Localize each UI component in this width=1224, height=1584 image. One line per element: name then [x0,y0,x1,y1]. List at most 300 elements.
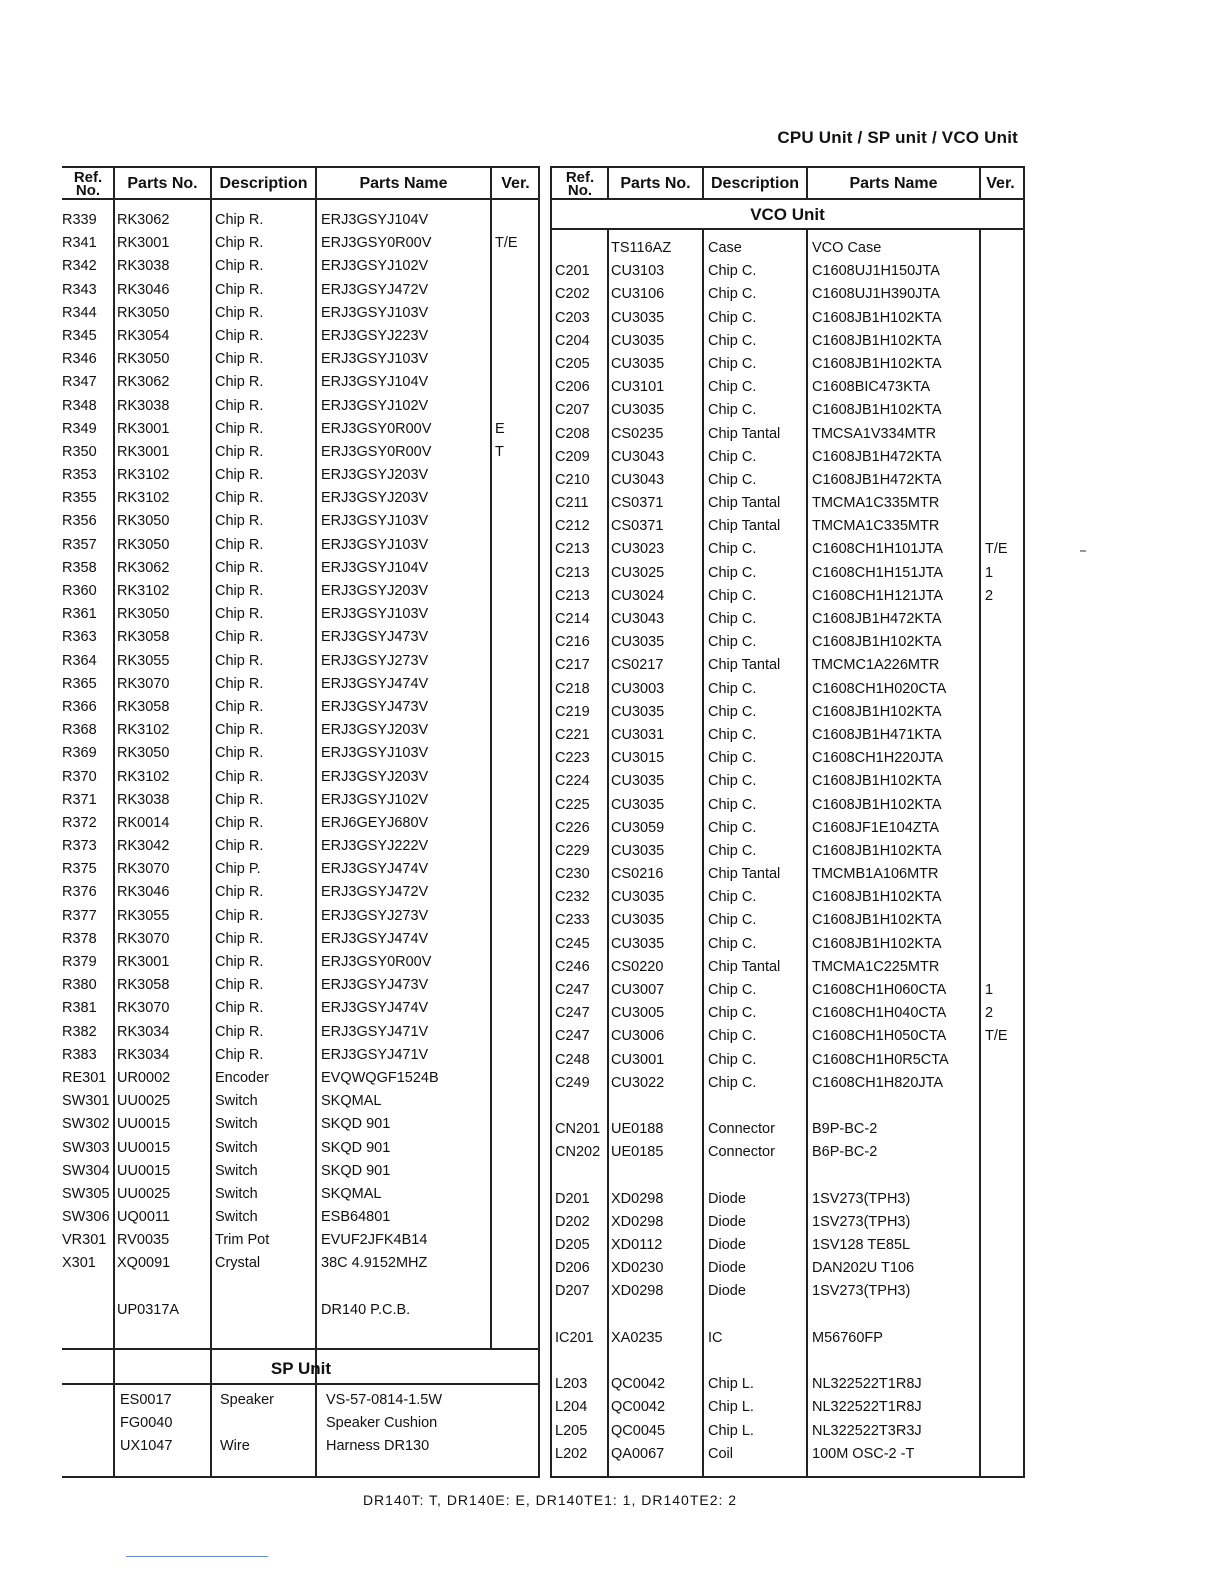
cell-desc: Crystal [215,1255,261,1272]
cell-part: RK3046 [117,884,170,901]
cell-name: ERJ3GSYJ104V [321,212,429,228]
version-legend: DR140T: T, DR140E: E, DR140TE1: 1, DR140TE2: 2 [362,1492,738,1508]
table-row [552,700,1023,723]
cell-part: RK3102 [117,722,170,739]
table-row [552,514,1023,537]
cell-desc: Switch [215,1185,258,1202]
cell-desc: Switch [215,1116,258,1133]
cell-ref: C211 [555,495,589,512]
cell-part: UU0015 [117,1116,171,1133]
col-parts-name: Parts Name [849,175,938,192]
cell-part: CS0217 [611,657,664,674]
cell-desc: Coil [708,1445,733,1462]
cell-name: DR140 P.C.B. [321,1301,411,1318]
cell-part: ES0017 [120,1392,172,1408]
table-row [62,1089,540,1112]
cell-desc: Chip R. [215,536,264,553]
cell-part: CU3059 [611,819,665,836]
cell-ref: RE301 [62,1069,107,1086]
cell-part: CU3007 [611,982,665,998]
cell-ref: R364 [62,652,97,669]
table-row [62,278,540,301]
cell-part: CU3003 [611,680,665,697]
cell-name: 38C 4.9152MHZ [321,1255,428,1272]
cell-part: QC0042 [611,1399,666,1416]
table-row [62,1020,540,1043]
table-row [552,1395,1023,1418]
cell-desc: Chip R. [215,954,264,970]
cell-desc: Chip R. [215,814,264,831]
table-row [552,607,1023,630]
table-row [62,440,540,463]
cell-part: CS0235 [611,425,664,442]
cell-desc: Chip C. [708,471,757,488]
cell-name: C1608JB1H102KTA [812,309,942,326]
cell-name: ERJ3GSYJ474V [321,675,429,692]
vco-rows [552,236,1023,1465]
cell-ver: 2 [985,1005,994,1022]
cell-name: C1608BIC473KTA [812,379,931,396]
cell-name: M56760FP [812,1329,883,1346]
cell-name: C1608CH1H820JTA [812,1074,944,1091]
cell-ref: D205 [555,1237,590,1254]
cell-desc: Chip C. [708,773,757,790]
cell-ref: R371 [62,791,97,808]
cell-part: UU0015 [117,1162,171,1179]
cell-name: ERJ3GSYJ203V [321,467,429,484]
table-row [62,1434,540,1457]
cell-ref: R341 [62,235,97,252]
cell-part: RK3034 [117,1023,170,1040]
cell-desc: Speaker [220,1392,275,1408]
cell-part: RK3102 [117,467,170,484]
table-row [62,1112,540,1135]
cell-name: ERJ3GSYJ473V [321,698,429,715]
cell-ref: C213 [555,541,590,558]
cell-name: ERJ3GSYJ273V [321,652,429,669]
cell-ref: C201 [555,263,590,280]
cell-name: ERJ3GSYJ472V [321,281,429,298]
cell-part: CU3025 [611,564,665,581]
table-row [62,509,540,532]
cell-part: RK3102 [117,490,170,507]
cell-ref: C213 [555,587,590,604]
cell-ref: C229 [555,842,590,859]
table-row [552,1372,1023,1395]
cell-desc: Chip C. [708,587,757,604]
table-row [62,533,540,556]
cell-part: CU3035 [611,935,665,952]
table-row [62,1251,540,1274]
cell-part: CS0371 [611,495,664,512]
table-row [552,491,1023,514]
cell-name: ERJ3GSYJ223V [321,327,429,344]
cell-ref: L202 [555,1445,588,1462]
cell-part: CS0216 [611,866,664,883]
cell-ref: C230 [555,866,590,883]
cell-ref: C232 [555,889,590,906]
cell-part: RK3050 [117,513,170,530]
cell-part: CU3103 [611,263,665,280]
cell-desc: Chip C. [708,982,757,998]
cell-name: NL322522T1R8J [812,1376,922,1393]
cell-ref: D202 [555,1213,590,1230]
cell-ref: SW302 [62,1116,110,1133]
cell-part: CU3015 [611,750,665,767]
cell-ref: R356 [62,513,97,530]
cell-desc: Chip C. [708,819,757,836]
cell-ref: R372 [62,814,97,831]
table-row [552,677,1023,700]
cell-desc: Chip R. [215,583,264,599]
cell-ref: R353 [62,467,97,484]
cell-part: RK3042 [117,838,170,855]
cell-name: C1608UJ1H150JTA [812,263,940,280]
cell-name: ERJ3GSYJ203V [321,490,429,507]
cell-part: UP0317A [117,1301,180,1318]
cell-ver: T/E [985,541,1008,558]
cell-desc: Chip R. [215,606,264,623]
table-row [552,1303,1023,1326]
cell-part: RK3001 [117,443,170,460]
cell-name: C1608CH1H050CTA [812,1028,947,1045]
cell-part: XD0298 [611,1213,664,1230]
table-row [552,793,1023,816]
cell-part: RK3070 [117,930,170,947]
cell-name: ERJ3GSYJ474V [321,1000,429,1017]
table-row [62,602,540,625]
cell-name: C1608UJ1H390JTA [812,286,940,303]
cell-desc: Chip R. [215,629,264,646]
table-header [62,166,540,200]
cell-ref: CN201 [555,1121,601,1138]
cell-name: ERJ3GSYJ473V [321,629,429,646]
table-row [552,1048,1023,1071]
cell-name: 1SV128 TE85L [812,1237,911,1254]
cell-desc: Diode [708,1213,746,1230]
cell-name: C1608CH1H060CTA [812,982,947,998]
col-ref [62,168,114,200]
cell-name: SKQD 901 [321,1162,391,1179]
cell-part: RK3055 [117,652,170,669]
cell-part: CU3006 [611,1028,665,1045]
cell-desc: Chip C. [708,1051,757,1068]
cell-desc: Chip C. [708,796,757,813]
cell-desc: Switch [215,1093,258,1110]
cell-part: UR0002 [117,1069,171,1086]
cell-desc: Chip R. [215,513,264,530]
cell-ref: L205 [555,1422,588,1439]
cell-part: RK3070 [117,1000,170,1017]
cell-name: C1608JB1H102KTA [812,703,942,720]
cell-part: CU3035 [611,634,665,651]
sp-rows [62,1388,540,1458]
table-row [62,625,540,648]
cell-desc: Chip R. [215,258,264,275]
cell-ver: T/E [495,235,518,252]
table-row [552,1233,1023,1256]
cpu-sp-parts-table [62,166,540,1478]
table-row [62,1136,540,1159]
section-divider [62,1348,540,1350]
cell-part: RK3058 [117,698,170,715]
cell-name: C1608JB1H102KTA [812,634,942,651]
cell-ver: T/E [985,1028,1008,1045]
cell-part: UX1047 [120,1438,173,1455]
cell-desc: Chip C. [708,680,757,697]
cell-desc: Chip R. [215,838,264,855]
cell-desc: Chip C. [708,564,757,581]
cell-desc: Encoder [215,1069,270,1086]
cell-name: EVQWQGF1524B [321,1069,439,1086]
cell-desc: Chip R. [215,212,264,228]
table-row [552,375,1023,398]
cell-part: CU3035 [611,842,665,859]
cell-part: UU0015 [117,1139,171,1156]
cell-ref: R379 [62,954,97,970]
vco-unit-title: VCO Unit [750,205,825,224]
cell-desc: Chip L. [708,1376,754,1393]
cell-desc: Chip R. [215,351,264,368]
cell-desc: Chip R. [215,745,264,762]
cell-desc: Chip C. [708,309,757,326]
cell-ref: C212 [555,518,590,535]
cell-part: FG0040 [120,1415,173,1432]
cell-ref: SW306 [62,1209,110,1226]
col-ref-line1: Ref. [73,169,103,186]
cell-part: RK3070 [117,675,170,692]
table-row [552,259,1023,282]
cpu-rows [62,208,540,1321]
cell-name: C1608CH1H040CTA [812,1005,947,1022]
cell-name: ERJ3GSYJ104V [321,559,429,576]
cell-part: CU3035 [611,332,665,349]
table-row [62,347,540,370]
cell-ver: 1 [985,982,994,998]
cell-ref: C248 [555,1051,590,1068]
cell-name: ERJ6GEYJ680V [321,814,429,831]
cell-part: RK3062 [117,559,170,576]
table-row [552,885,1023,908]
cell-ver: 1 [985,564,994,581]
cell-name: C1608JB1H102KTA [812,912,942,929]
cell-part: RK3034 [117,1046,170,1063]
col-parts-no: Parts No. [620,175,691,192]
cell-part: CU3043 [611,471,665,488]
table-row [552,1071,1023,1094]
cell-part: CU3035 [611,309,665,326]
cell-part: RK3058 [117,977,170,994]
cell-ref: R361 [62,606,97,623]
table-row [552,236,1023,259]
cell-desc: Diode [708,1260,746,1277]
cell-part: CU3035 [611,912,665,929]
cell-name: ESB64801 [321,1209,391,1226]
cell-name: C1608CH1H220JTA [812,750,944,767]
cell-ref: SW305 [62,1185,110,1202]
cell-ref: R346 [62,351,97,368]
cell-part: RK3062 [117,374,170,391]
cell-name: ERJ3GSYJ203V [321,722,429,739]
cell-part: RK3058 [117,629,170,646]
table-row [62,880,540,903]
cell-name: TMCMA1C335MTR [812,518,940,535]
cell-ver: E [495,420,505,437]
cell-part: UE0188 [611,1121,664,1138]
cell-ref: R378 [62,930,97,947]
cell-ref: R382 [62,1023,97,1040]
vco-parts-table [550,166,1025,1478]
cell-desc: Chip R. [215,652,264,669]
cell-desc: Chip L. [708,1399,754,1416]
cell-name: ERJ3GSYJ471V [321,1023,429,1040]
cell-name: ERJ3GSYJ222V [321,838,429,855]
table-row [552,329,1023,352]
cell-part: CU3023 [611,541,665,558]
cell-desc: Switch [215,1139,258,1156]
cell-part: RK3038 [117,397,170,414]
cell-name: ERJ3GSYJ474V [321,861,429,878]
table-row [62,463,540,486]
cell-desc: Switch [215,1162,258,1179]
cell-ref: R350 [62,443,97,460]
cell-name: 1SV273(TPH3) [812,1213,911,1230]
cell-ref: R347 [62,374,97,391]
table-row [552,468,1023,491]
cell-ref: C218 [555,680,590,697]
cell-name: ERJ3GSYJ273V [321,907,429,924]
cell-ref: C223 [555,750,590,767]
cell-desc: Case [708,240,742,256]
cell-name: ERJ3GSY0R00V [321,235,432,252]
col-parts-name: Parts Name [359,175,448,192]
table-row [62,1182,540,1205]
table-row [62,579,540,602]
table-row [552,282,1023,305]
cell-ref: VR301 [62,1232,107,1249]
cell-ver: T [495,443,504,460]
cell-name: ERJ3GSYJ474V [321,930,429,947]
cell-ref: C216 [555,634,590,651]
cell-name: C1608JF1E104ZTA [812,819,940,836]
cell-desc: Chip R. [215,977,264,994]
cell-part: CU3101 [611,379,665,396]
cell-part: CU3035 [611,773,665,790]
cell-name: C1608JB1H102KTA [812,796,942,813]
table-row [62,556,540,579]
cell-part: XD0298 [611,1283,664,1300]
table-row [552,584,1023,607]
cell-part: RK3038 [117,258,170,275]
cell-desc: Chip C. [708,448,757,465]
cell-ref: C206 [555,379,590,396]
cell-name: ERJ3GSYJ203V [321,583,429,599]
cell-desc: Chip R. [215,675,264,692]
cell-name: DAN202U T106 [812,1260,915,1277]
cell-part: CU3005 [611,1005,665,1022]
sp-unit-title: SP Unit [270,1359,332,1378]
cell-desc: Chip R. [215,884,264,901]
table-row [62,1159,540,1182]
cell-ver: 2 [985,587,994,604]
cell-desc: Chip R. [215,559,264,576]
cell-name: Harness DR130 [326,1438,430,1455]
cell-desc: Chip C. [708,402,757,419]
cell-part: RK3070 [117,861,170,878]
table-row [62,370,540,393]
cell-part: TS116AZ [611,240,672,256]
table-row [62,1228,540,1251]
cell-ref: R342 [62,258,97,275]
table-row [62,741,540,764]
table-row [552,306,1023,329]
cell-ref: C233 [555,912,590,929]
table-row [552,1140,1023,1163]
cell-part: RK3054 [117,327,170,344]
cell-part: RK3050 [117,745,170,762]
cell-name: TMCMC1A226MTR [812,657,940,674]
cell-part: RK3062 [117,212,170,228]
table-row [62,834,540,857]
table-row [552,1326,1023,1349]
col-ref-line1: Ref. [565,169,595,186]
cell-name: ERJ3GSYJ103V [321,745,429,762]
cell-ref: R373 [62,838,97,855]
cell-part: RK3050 [117,606,170,623]
table-row [552,862,1023,885]
cell-part: CU3043 [611,448,665,465]
table-row [552,1210,1023,1233]
table-row [552,1001,1023,1024]
cell-name: C1608JB1H472KTA [812,611,942,627]
col-divider [702,166,704,200]
cell-part: CU3035 [611,796,665,813]
table-row [62,765,540,788]
cell-ref: R360 [62,583,97,599]
cell-name: TMCSA1V334MTR [812,425,937,442]
cell-name: TMCMA1C335MTR [812,495,940,512]
cell-name: ERJ3GSYJ103V [321,536,429,553]
col-ver: Ver. [986,175,1015,192]
table-row [552,1094,1023,1117]
cell-ref: C207 [555,402,590,419]
table-row [62,857,540,880]
cell-desc: Chip R. [215,930,264,947]
cell-name: SKQD 901 [321,1139,391,1156]
cell-name: SKQMAL [321,1185,382,1202]
cell-desc: Chip C. [708,842,757,859]
cell-name: ERJ3GSYJ473V [321,977,429,994]
cell-desc: Chip R. [215,1023,264,1040]
cell-desc: Chip Tantal [708,657,781,674]
cell-ref: X301 [62,1255,96,1272]
cell-ref: SW301 [62,1093,110,1110]
cell-part: QC0042 [611,1376,666,1393]
cell-part: CU3035 [611,402,665,419]
cell-ref: C245 [555,935,590,952]
cell-desc: Chip Tantal [708,958,781,975]
cell-desc: Chip R. [215,791,264,808]
cell-desc: Chip R. [215,907,264,924]
table-row [552,352,1023,375]
col-ref-line2: No. [567,182,593,199]
cell-ref: C226 [555,819,590,836]
table-header [552,166,1023,200]
cell-ref: R368 [62,722,97,739]
cell-ref: R343 [62,281,97,298]
cell-desc: Connector [708,1144,775,1161]
cell-ref: CN202 [555,1144,601,1161]
